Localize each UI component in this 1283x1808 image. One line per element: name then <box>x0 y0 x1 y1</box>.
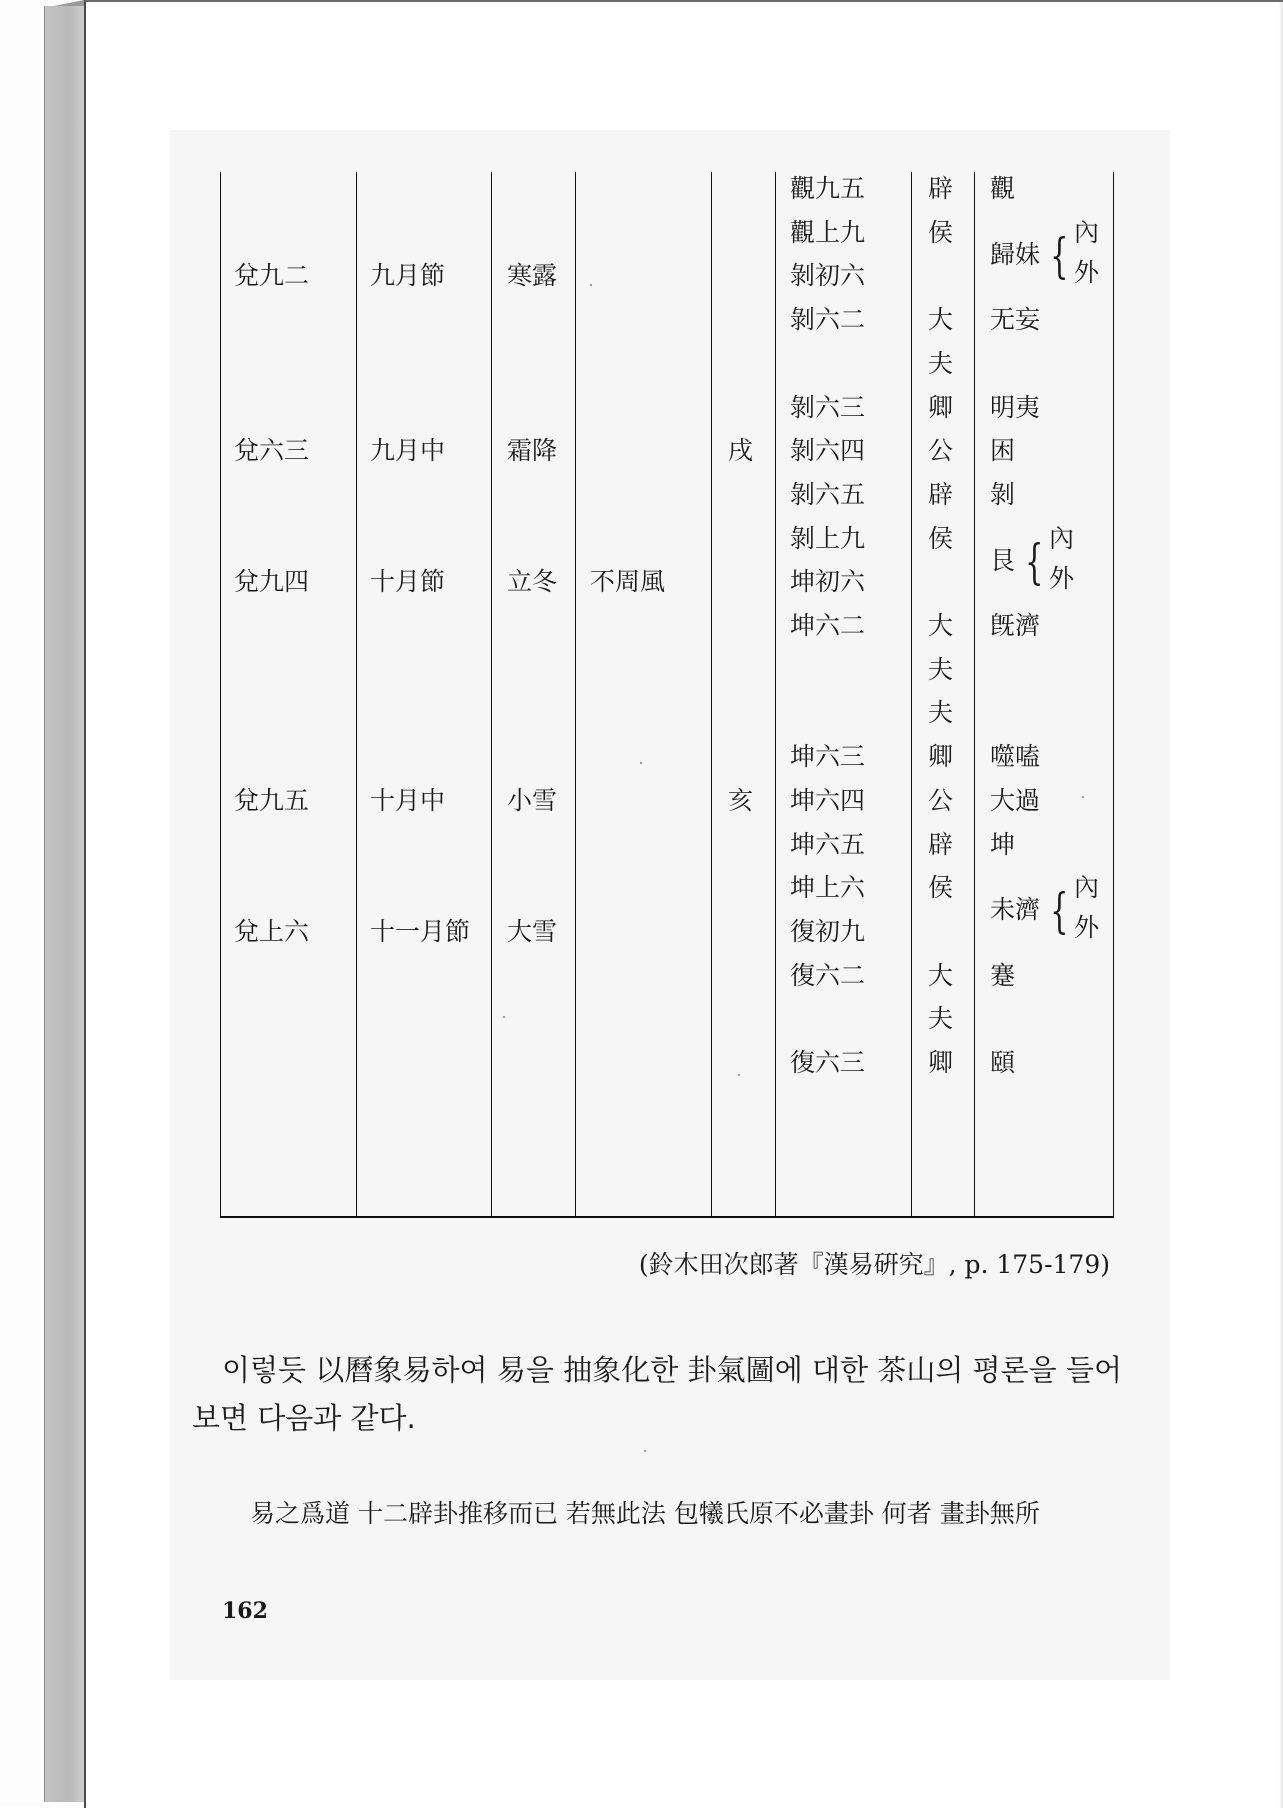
yao-cell: 復初九 <box>790 916 866 946</box>
solar-term-cell: 大雪 <box>507 916 558 946</box>
yao-cell: 剝上九 <box>790 523 866 553</box>
hexagram-cell: 未濟 <box>990 895 1041 925</box>
yao-cell: 觀九五 <box>790 174 866 203</box>
rank-cell: 大 <box>928 305 954 335</box>
rank-cell: 公 <box>928 785 954 815</box>
hexagram-cell: 坤 <box>990 829 1016 859</box>
branch-cell: 戌 <box>728 436 754 466</box>
yao-cell: 復六二 <box>790 960 866 990</box>
rank-cell: 夫 <box>928 698 954 728</box>
scan-speck <box>590 284 592 286</box>
yao-cell: 坤六三 <box>790 742 866 772</box>
classical-quote: 易之爲道 十二辟卦推移而已 若無此法 包犧氏原不必畫卦 何者 畫卦無所 <box>250 1499 1040 1528</box>
scan-speck <box>738 1074 740 1076</box>
solar-term-cell: 霜降 <box>507 436 558 466</box>
yao-cell: 復六三 <box>790 1048 866 1077</box>
hexagram-cell: 觀 <box>990 174 1016 203</box>
gua-cell: 兌九五 <box>234 785 310 815</box>
hexagram-cell: 頤 <box>990 1048 1016 1077</box>
curly-brace: { <box>1050 883 1069 940</box>
book-spine <box>0 0 84 1806</box>
table-column-divider <box>911 172 912 1217</box>
hexagram-cell: 困 <box>990 436 1016 466</box>
yao-cell: 坤六四 <box>790 785 866 815</box>
table-border-right <box>1113 172 1114 1217</box>
hexagram-cell: 无妄 <box>990 305 1041 335</box>
scan-speck <box>644 1450 646 1452</box>
rank-cell: 卿 <box>928 1048 954 1077</box>
brace-outer-label: 外 <box>1074 257 1100 287</box>
rank-cell: 辟 <box>928 829 954 859</box>
table-column-divider <box>491 172 492 1217</box>
table-column-divider <box>974 172 975 1217</box>
gua-cell: 兌九二 <box>234 261 310 291</box>
yao-cell: 剝初六 <box>790 261 866 291</box>
curly-brace: { <box>1050 227 1069 284</box>
brace-outer-label: 外 <box>1049 563 1075 593</box>
yao-cell: 剝六二 <box>790 305 866 335</box>
table-border-left <box>220 172 221 1217</box>
brace-inner-label: 內 <box>1074 873 1100 903</box>
scan-speck <box>503 1016 505 1018</box>
yao-cell: 觀上九 <box>790 217 866 247</box>
brace-inner-label: 內 <box>1049 523 1075 553</box>
month-cell: 十月中 <box>370 785 446 815</box>
table-column-divider <box>575 172 576 1217</box>
yao-cell: 坤初六 <box>790 567 866 597</box>
wind-cell: 不周風 <box>590 567 666 597</box>
rank-cell: 辟 <box>928 174 954 203</box>
solar-term-cell: 寒露 <box>507 261 558 291</box>
page-number: 162 <box>222 1598 268 1624</box>
table-column-divider <box>775 172 776 1217</box>
rank-cell: 大 <box>928 611 954 640</box>
rank-cell: 大 <box>928 960 954 990</box>
rank-cell: 卿 <box>928 742 954 772</box>
scan-speck <box>640 762 642 764</box>
rank-cell: 侯 <box>928 523 954 553</box>
branch-cell: 亥 <box>728 785 754 815</box>
hexagram-cell: 明夷 <box>990 392 1041 422</box>
yao-cell: 坤六五 <box>790 829 866 859</box>
hexagram-cell: 蹇 <box>990 960 1016 990</box>
rank-cell: 辟 <box>928 479 954 509</box>
rank-cell: 夫 <box>928 348 954 378</box>
rank-cell: 夫 <box>928 654 954 684</box>
yao-cell: 剝六四 <box>790 436 866 466</box>
gua-cell: 兌上六 <box>234 916 310 946</box>
table-bottom-rule <box>220 1216 1114 1218</box>
hexagram-cell: 大過 <box>990 785 1041 815</box>
month-cell: 九月中 <box>370 436 446 466</box>
page-edge <box>1279 2 1283 1808</box>
rank-cell: 卿 <box>928 392 954 422</box>
yao-cell: 坤上六 <box>790 873 866 903</box>
spine-face <box>44 6 85 1802</box>
hexagram-cell: 剝 <box>990 479 1016 509</box>
body-paragraph: 이렇듯 以曆象易하여 易을 抽象化한 卦氣圖에 대한 茶山의 평론을 들어보면 다음과 같다. <box>192 1353 1122 1435</box>
rank-cell: 公 <box>928 436 954 466</box>
rank-cell: 侯 <box>928 873 954 903</box>
rank-cell: 侯 <box>928 217 954 247</box>
hexagram-cell: 艮 <box>990 545 1016 575</box>
curly-brace: { <box>1025 533 1044 590</box>
month-cell: 十一月節 <box>370 916 471 946</box>
month-cell: 十月節 <box>370 567 446 597</box>
table-citation: (鈴木田次郎著『漢易硏究』, p. 175-179) <box>638 1250 1110 1279</box>
brace-outer-label: 外 <box>1074 913 1100 943</box>
yao-cell: 坤六二 <box>790 611 866 640</box>
gua-cell: 兌九四 <box>234 567 310 597</box>
solar-term-cell: 立冬 <box>507 567 558 597</box>
table-column-divider <box>711 172 712 1217</box>
table-column-divider <box>356 172 357 1217</box>
scan-speck <box>1082 796 1084 798</box>
brace-inner-label: 內 <box>1074 217 1100 247</box>
month-cell: 九月節 <box>370 261 446 291</box>
hexagram-cell: 旣濟 <box>990 611 1041 640</box>
hexagram-cell: 歸妹 <box>990 239 1041 269</box>
rank-cell: 夫 <box>928 1004 954 1034</box>
yao-cell: 剝六三 <box>790 392 866 422</box>
gua-cell: 兌六三 <box>234 436 310 466</box>
yao-cell: 剝六五 <box>790 479 866 509</box>
solar-term-cell: 小雪 <box>507 785 558 815</box>
hexagram-cell: 噬嗑 <box>990 742 1041 772</box>
